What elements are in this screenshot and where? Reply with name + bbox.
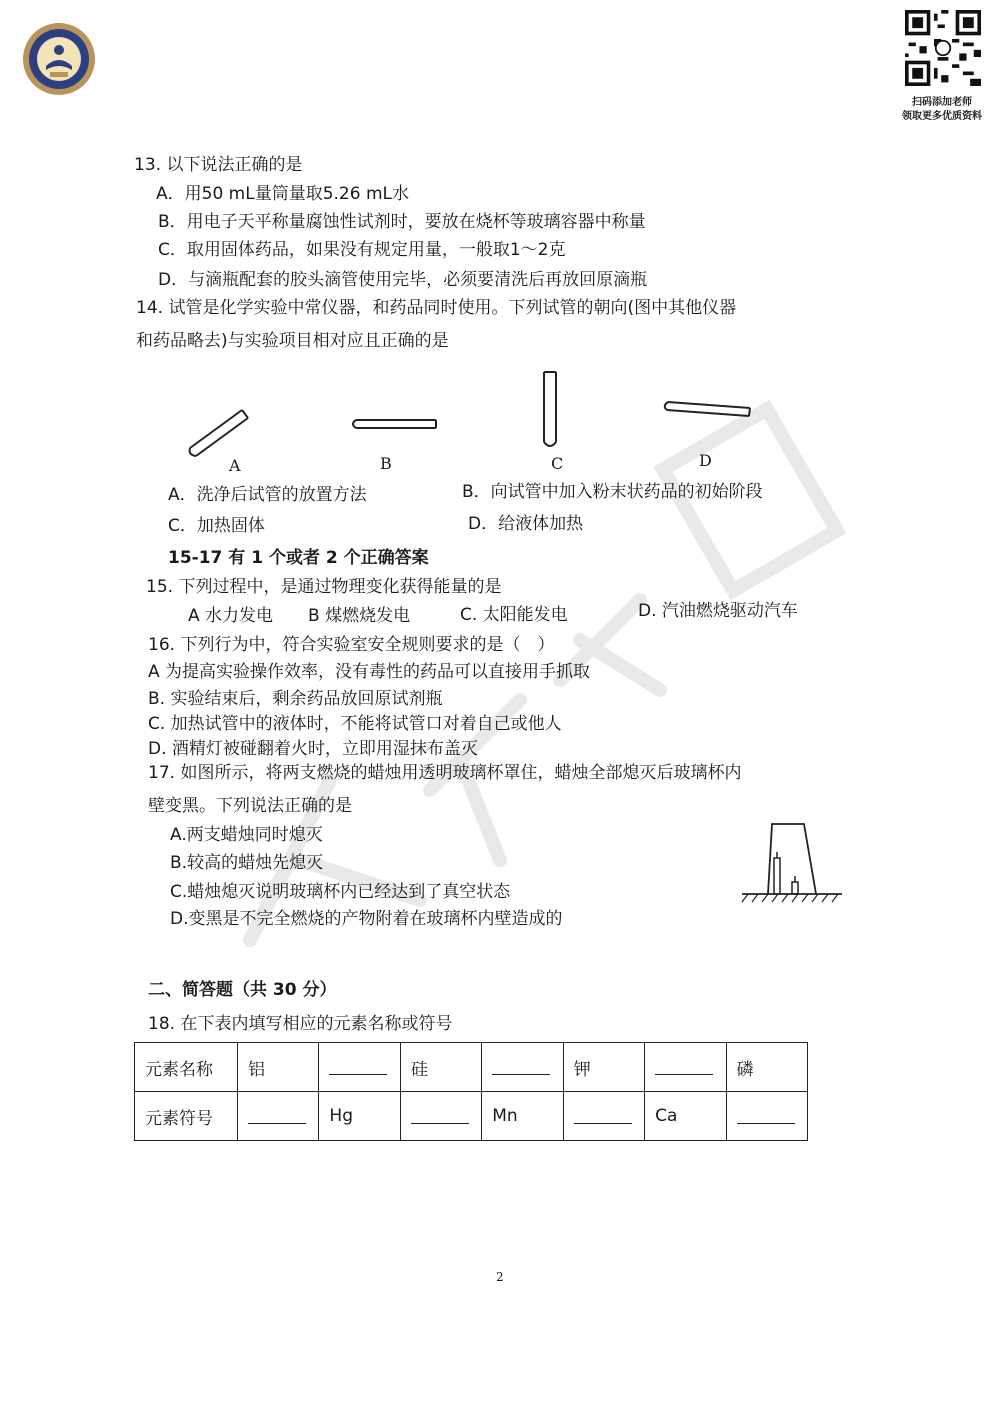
cell-name-6-blank[interactable] — [645, 1043, 726, 1092]
tube-d-icon — [665, 402, 750, 416]
q15-option-d: D. 汽油燃烧驱动汽车 — [638, 601, 798, 621]
q16-option-b: B. 实验结束后，剩余药品放回原试剂瓶 — [148, 689, 443, 709]
answer-blank[interactable] — [492, 1060, 550, 1075]
candle-glass-figure — [738, 818, 844, 904]
cell-symbol-1-blank[interactable] — [238, 1092, 319, 1141]
tube-label-b: B — [380, 454, 392, 473]
answer-blank[interactable] — [574, 1109, 632, 1124]
cell-symbol-5-blank[interactable] — [563, 1092, 644, 1141]
element-table — [134, 1042, 808, 1141]
q13-option-d: D．与滴瓶配套的胶头滴管使用完毕，必须要清洗后再放回原滴瓶 — [158, 270, 648, 290]
cell-name-2-blank[interactable] — [319, 1043, 400, 1092]
section-note: 15-17 有 1 个或者 2 个正确答案 — [168, 548, 429, 568]
tube-label-c: C — [551, 454, 564, 473]
q17-stem-line2: 壁变黑。下列说法正确的是 — [148, 796, 352, 816]
section2-title: 二、简答题（共 30 分） — [148, 980, 337, 1000]
cell-symbol-2: Hg — [319, 1092, 400, 1141]
cell-symbol-7-blank[interactable] — [726, 1092, 807, 1141]
q17-option-d: D.变黑是不完全燃烧的产物附着在玻璃杯内壁造成的 — [170, 909, 563, 929]
qr-caption-line1: 扫码添加老师 — [912, 97, 972, 108]
cell-name-4-blank[interactable] — [482, 1043, 563, 1092]
q16-option-d: D. 酒精灯被碰翻着火时，立即用湿抹布盖灭 — [148, 739, 478, 759]
tube-c-icon — [544, 372, 556, 446]
q14-option-d: D．给液体加热 — [468, 514, 584, 534]
q15-stem: 15. 下列过程中，是通过物理变化获得能量的是 — [146, 577, 502, 597]
row-head-name: 元素名称 — [135, 1043, 238, 1092]
q15-option-c: C. 太阳能发电 — [460, 605, 568, 625]
candle-tall-icon — [774, 852, 780, 894]
table-row-symbols — [135, 1092, 808, 1141]
page-number: 2 — [496, 1270, 504, 1284]
tube-a-icon — [190, 410, 248, 456]
cell-symbol-6: Ca — [645, 1092, 726, 1141]
cell-name-7: 磷 — [726, 1043, 807, 1092]
cell-name-1: 铝 — [238, 1043, 319, 1092]
school-logo — [22, 22, 96, 96]
answer-blank[interactable] — [655, 1060, 713, 1075]
row-head-symbol: 元素符号 — [135, 1092, 238, 1141]
q16-option-c: C. 加热试管中的液体时，不能将试管口对着自己或他人 — [148, 714, 562, 734]
q16-option-a: A 为提高实验操作效率，没有毒性的药品可以直接用手抓取 — [148, 662, 591, 682]
answer-blank[interactable] — [411, 1109, 469, 1124]
q14-option-a: A．洗净后试管的放置方法 — [168, 485, 367, 505]
candle-short-icon — [792, 876, 798, 894]
test-tube-figure — [170, 360, 770, 460]
q14-stem-line1: 14. 试管是化学实验中常仪器，和药品同时使用。下列试管的朝向(图中其他仪器 — [136, 298, 737, 318]
q15-option-a: A 水力发电 — [188, 606, 274, 626]
qr-caption-line2: 领取更多优质资料 — [902, 111, 982, 122]
q16-stem: 16. 下列行为中，符合实验室安全规则要求的是（ ） — [148, 635, 555, 655]
q15-option-b: B 煤燃烧发电 — [308, 606, 411, 626]
cell-symbol-4: Mn — [482, 1092, 563, 1141]
q14-stem-line2: 和药品略去)与实验项目相对应且正确的是 — [136, 331, 449, 351]
q17-option-a: A.两支蜡烛同时熄灭 — [170, 825, 323, 845]
cell-name-3: 硅 — [400, 1043, 481, 1092]
cell-symbol-3-blank[interactable] — [400, 1092, 481, 1141]
tube-label-a: A — [229, 456, 241, 475]
q13-stem: 13. 以下说法正确的是 — [134, 155, 303, 175]
q13-option-a: A．用50 mL量筒量取5.26 mL水 — [156, 184, 409, 204]
cell-name-5: 钾 — [563, 1043, 644, 1092]
answer-blank[interactable] — [248, 1109, 306, 1124]
answer-blank[interactable] — [737, 1109, 795, 1124]
q17-option-b: B.较高的蜡烛先熄灭 — [170, 853, 324, 873]
q14-option-b: B．向试管中加入粉末状药品的初始阶段 — [462, 482, 763, 502]
q13-option-c: C．取用固体药品，如果没有规定用量，一般取1～2克 — [158, 240, 566, 260]
tube-label-d: D — [699, 451, 712, 470]
table-row-names — [135, 1043, 808, 1092]
q14-option-c: C．加热固体 — [168, 516, 265, 536]
tube-b-icon — [353, 420, 436, 428]
q17-stem-line1: 17. 如图所示，将两支燃烧的蜡烛用透明玻璃杯罩住，蜡烛全部熄灭后玻璃杯内 — [148, 763, 742, 783]
answer-blank[interactable] — [329, 1060, 387, 1075]
q17-option-c: C.蜡烛熄灭说明玻璃杯内已经达到了真空状态 — [170, 882, 511, 902]
qr-code[interactable] — [905, 10, 981, 86]
q18-stem: 18. 在下表内填写相应的元素名称或符号 — [148, 1014, 453, 1034]
q13-option-b: B．用电子天平称量腐蚀性试剂时，要放在烧杯等玻璃容器中称量 — [158, 212, 646, 232]
